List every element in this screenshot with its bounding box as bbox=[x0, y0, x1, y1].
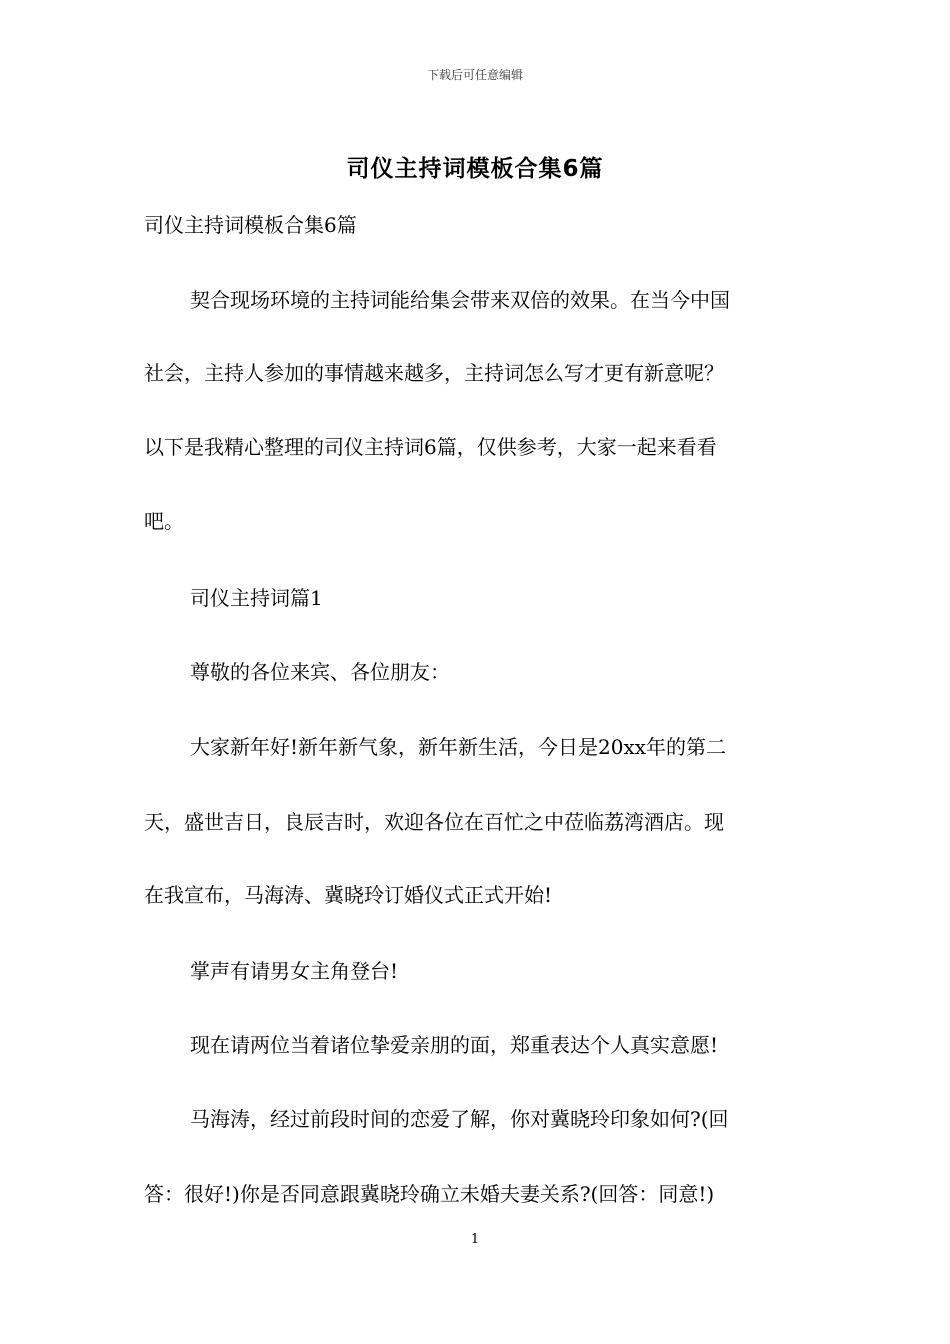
paragraph-line: 社会，主持人参加的事情越来越多，主持词怎么写才更有新意呢？ bbox=[144, 361, 724, 385]
header-note: 下载后可任意编辑 bbox=[426, 68, 523, 82]
paragraph-line: 掌声有请男女主角登台! bbox=[190, 959, 399, 983]
paragraph-line: 答：很好!)你是否同意跟冀晓玲确立未婚夫妻关系?(回答：同意!) bbox=[144, 1182, 715, 1206]
paragraph-line: 大家新年好!新年新气象，新年新生活，今日是20xx年的第二 bbox=[190, 735, 727, 759]
subtitle-line: 司仪主持词模板合集6篇 bbox=[144, 213, 357, 237]
paragraph-line: 以下是我精心整理的司仪主持词6篇，仅供参考，大家一起来看看 bbox=[144, 435, 717, 459]
paragraph-line: 现在请两位当着诸位挚爱亲朋的面，郑重表达个人真实意愿! bbox=[190, 1033, 719, 1057]
page-number: 1 bbox=[470, 1232, 480, 1247]
document-title: 司仪主持词模板合集6篇 bbox=[346, 156, 604, 182]
paragraph-line: 尊敬的各位来宾、各位朋友： bbox=[190, 660, 450, 684]
paragraph-line: 天，盛世吉日，良辰吉时，欢迎各位在百忙之中莅临荔湾酒店。现 bbox=[144, 810, 724, 834]
paragraph-line: 马海涛，经过前段时间的恋爱了解，你对冀晓玲印象如何?(回 bbox=[190, 1107, 729, 1131]
paragraph-line: 在我宣布，马海涛、冀晓玲订婚仪式正式开始! bbox=[144, 883, 553, 907]
paragraph-line: 吧。 bbox=[144, 509, 184, 533]
section-heading: 司仪主持词篇1 bbox=[190, 586, 323, 610]
paragraph-line: 契合现场环境的主持词能给集会带来双倍的效果。在当今中国 bbox=[190, 288, 730, 312]
